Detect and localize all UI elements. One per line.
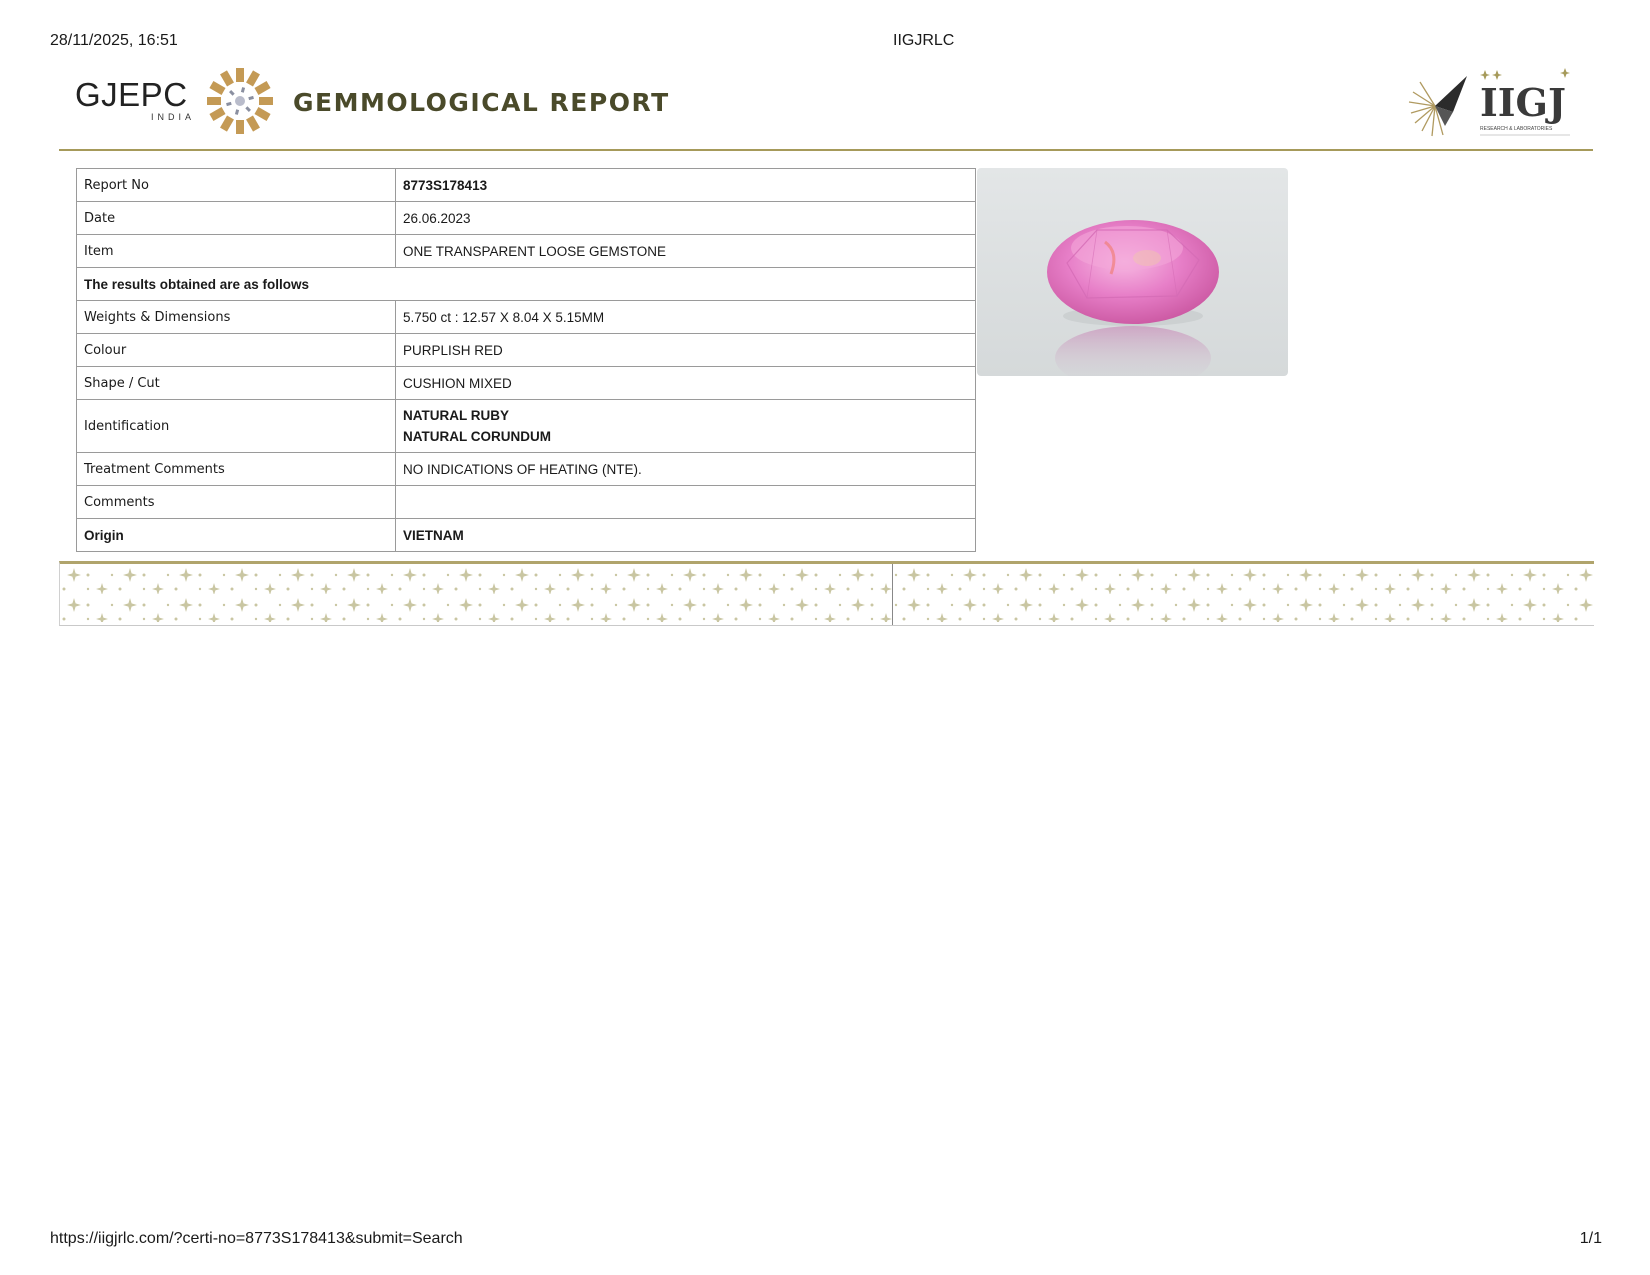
iigj-logo-text: IIGJ	[1480, 80, 1566, 125]
field-label: Shape / Cut	[77, 367, 396, 400]
table-row-date	[77, 202, 976, 235]
date-value: 26.06.2023	[396, 202, 976, 235]
table-row-weights	[77, 301, 976, 334]
table-row-item	[77, 235, 976, 268]
identification-line: NATURAL RUBY	[403, 408, 509, 423]
field-label: Date	[77, 202, 396, 235]
star-pattern-icon	[60, 564, 1594, 625]
report-details-table	[76, 168, 976, 552]
table-row-section-heading	[77, 268, 976, 301]
field-label: Colour	[77, 334, 396, 367]
print-url: https://iigjrlc.com/?certi-no=8773S178413&submit=Search	[50, 1230, 463, 1247]
table-row-treatment	[77, 453, 976, 486]
print-page-title: IIGJRLC	[893, 32, 955, 49]
comments-value	[396, 486, 976, 519]
header-divider	[59, 149, 1593, 151]
table-row-identification	[77, 400, 976, 453]
sunburst-icon	[205, 66, 275, 136]
shape-cut-value: CUSHION MIXED	[396, 367, 976, 400]
results-section-heading: The results obtained are as follows	[77, 268, 976, 301]
print-datetime: 28/11/2025, 16:51	[50, 32, 178, 49]
weights-dimensions-value: 5.750 ct : 12.57 X 8.04 X 5.15MM	[396, 301, 976, 334]
field-label: Report No	[77, 169, 396, 202]
field-label: Item	[77, 235, 396, 268]
print-page-indicator: 1/1	[1579, 1230, 1602, 1247]
identification-line: NATURAL CORUNDUM	[403, 429, 551, 444]
treatment-comments-value: NO INDICATIONS OF HEATING (NTE).	[396, 453, 976, 486]
table-row-report-no	[77, 169, 976, 202]
origin-value: VIETNAM	[396, 519, 976, 552]
item-value: ONE TRANSPARENT LOOSE GEMSTONE	[396, 235, 976, 268]
pattern-divider	[892, 564, 893, 625]
table-row-origin	[77, 519, 976, 552]
gjepc-logo-subtext: INDIA	[151, 112, 196, 122]
gjepc-logo	[75, 66, 275, 136]
decorative-pattern-band	[59, 561, 1594, 626]
identification-value	[396, 400, 976, 453]
iigj-logo	[1405, 68, 1580, 140]
table-row-colour	[77, 334, 976, 367]
table-row-comments	[77, 486, 976, 519]
table-row-shape	[77, 367, 976, 400]
colour-value: PURPLISH RED	[396, 334, 976, 367]
field-label: Weights & Dimensions	[77, 301, 396, 334]
field-label: Origin	[77, 519, 396, 552]
field-label: Identification	[77, 400, 396, 453]
gemstone-photo	[977, 168, 1288, 376]
field-label: Comments	[77, 486, 396, 519]
field-label: Treatment Comments	[77, 453, 396, 486]
iigj-logo-subtext: RESEARCH & LABORATORIES	[1480, 126, 1553, 132]
report-number-value: 8773S178413	[396, 169, 976, 202]
gjepc-logo-text: GJEPC	[75, 76, 188, 113]
report-title: GEMMOLOGICAL REPORT	[293, 88, 670, 117]
